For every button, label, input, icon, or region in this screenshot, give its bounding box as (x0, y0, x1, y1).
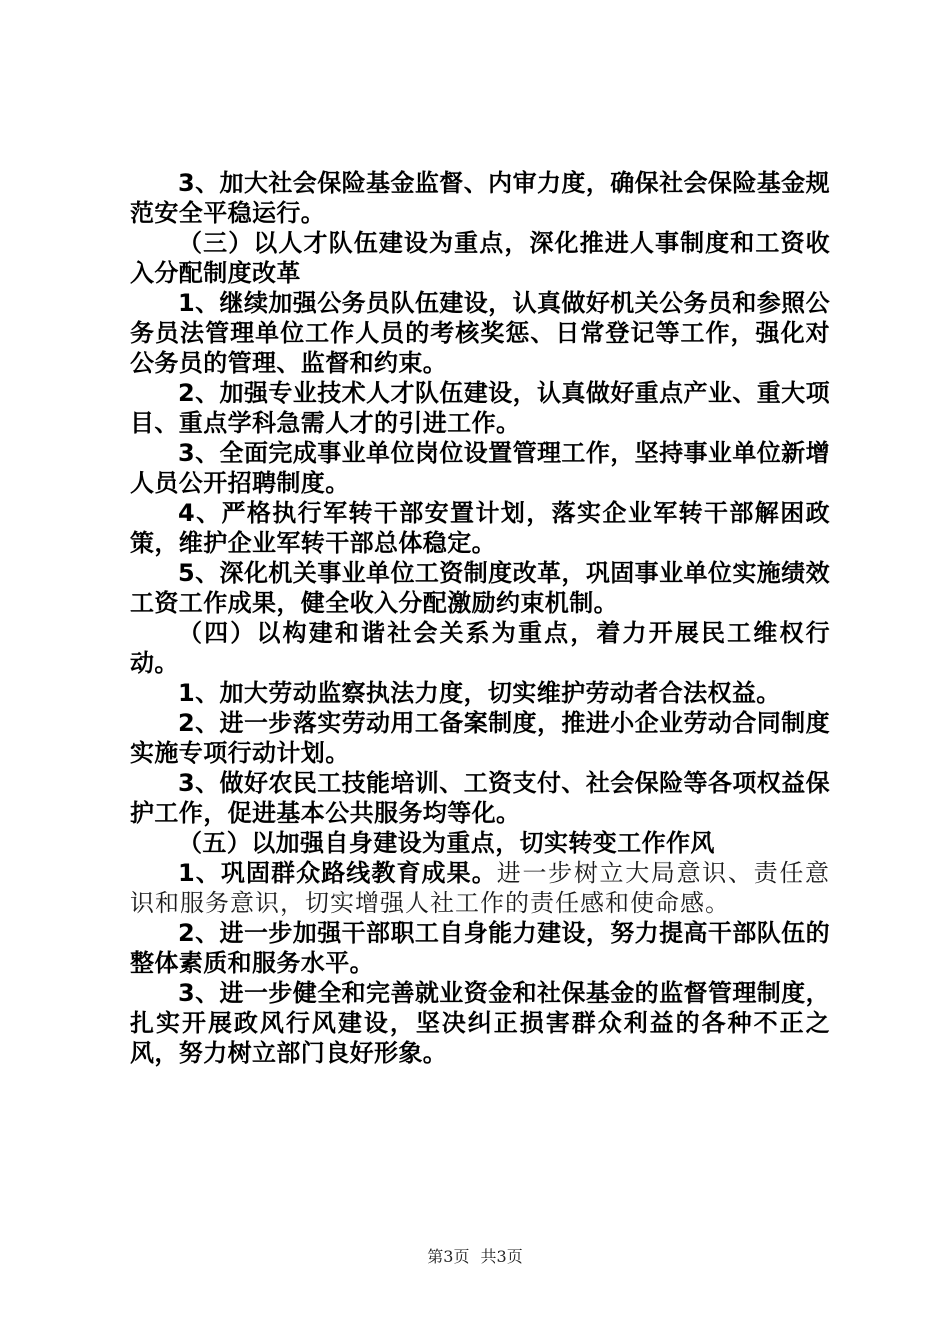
paragraph-4: 2、加强专业技术人才队伍建设，认真做好重点产业、重大项目、重点学科急需人才的引进工作。 (130, 379, 830, 437)
document-body (130, 168, 830, 1068)
paragraph-10: 2、进一步落实劳动用工备案制度，推进小企业劳动合同制度实施专项行动计划。 (130, 709, 830, 767)
paragraph-9: 1、加大劳动监察执法力度，切实维护劳动者合法权益。 (178, 679, 781, 707)
section-heading-4: （四）以构建和谐社会关系为重点，着力开展民工维权行动。 (130, 619, 830, 677)
paragraph-13-bold: 1、巩固群众路线教育成果。 (178, 859, 497, 887)
section-heading-3: （三）以人才队伍建设为重点，深化推进人事制度和工资收入分配制度改革 (130, 229, 830, 287)
paragraph-3: 1、继续加强公务员队伍建设，认真做好机关公务员和参照公务员法管理单位工作人员的考核奖惩、日常登记等工作，强化对公务员的管理、监督和约束。 (130, 289, 830, 377)
paragraph-6: 4、严格执行军转干部安置计划，落实企业军转干部解困政策，维护企业军转干部总体稳定。 (130, 499, 830, 557)
paragraph-1: 3、加大社会保险基金监督、内审力度，确保社会保险基金规范安全平稳运行。 (130, 169, 830, 227)
section-heading-5: （五）以加强自身建设为重点，切实转变工作作风 (178, 829, 715, 857)
paragraph-14: 2、进一步加强干部职工自身能力建设，努力提高干部队伍的整体素质和服务水平。 (130, 919, 830, 977)
paragraph-15: 3、进一步健全和完善就业资金和社保基金的监督管理制度，扎实开展政风行风建设，坚决纠正损害群众利益的各种不正之风，努力树立部门良好形象。 (130, 979, 830, 1067)
paragraph-13 (130, 858, 830, 918)
page-footer (0, 1244, 950, 1267)
paragraph-13-light: 进一步树立大局意识、责任意识和服务意识，切实增强人社工作的责任感和使命感。 (130, 859, 831, 917)
page-total: 共3页 (480, 1247, 523, 1266)
page-number: 第3页 (427, 1247, 470, 1266)
paragraph-7: 5、深化机关事业单位工资制度改革，巩固事业单位实施绩效工资工作成果，健全收入分配激励约束机制。 (130, 559, 830, 617)
paragraph-11: 3、做好农民工技能培训、工资支付、社会保险等各项权益保护工作，促进基本公共服务均等化。 (130, 769, 830, 827)
paragraph-5: 3、全面完成事业单位岗位设置管理工作，坚持事业单位新增人员公开招聘制度。 (130, 439, 830, 497)
